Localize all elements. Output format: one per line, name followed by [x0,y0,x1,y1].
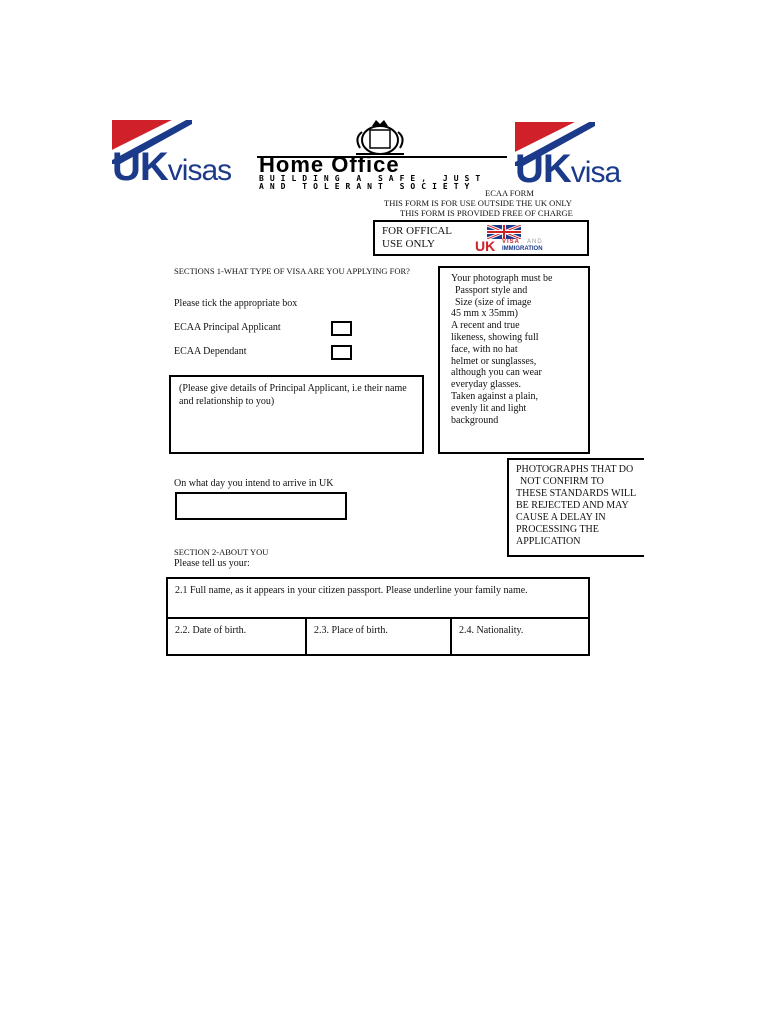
photo-req-line: face, with no hat [451,343,518,355]
form-name: ECAA FORM [485,188,534,198]
photo-req-line: Taken against a plain, [451,390,539,402]
photo-req-line: although you can wear [451,367,542,379]
dob-label: 2.2. Date of birth. [175,625,247,636]
union-flag-icon [487,225,521,239]
arrival-question: On what day you intend to arrive in UK [174,478,334,489]
logo-visas-text: visas [167,154,232,187]
vi-immigration-text: IMMIGRATION [502,246,543,252]
photo-req-line: everyday glasses. [451,379,521,391]
official-use-line1: FOR OFFICAL [382,225,452,237]
official-use-box [373,220,589,256]
photo-req-line: likeness, showing full [451,331,539,343]
logo-visas-text: visa [570,156,621,187]
tick-instruction: Please tick the appropriate box [174,298,298,309]
home-office-tagline-1: BUILDING A SAFE, JUST [259,174,487,183]
pob-field[interactable] [307,619,452,654]
photo-requirements-box [438,266,590,454]
official-use-line2: USE ONLY [382,238,435,250]
vi-visa-text: VISA [502,239,521,245]
ukvisas-logo-left [112,120,252,189]
principal-details-field[interactable] [169,375,424,454]
dependant-checkbox[interactable] [331,345,352,360]
nationality-field[interactable] [452,619,588,654]
home-office-tagline-2: AND TOLERANT SOCIETY [259,182,476,191]
ukvisas-logo-right [515,122,645,187]
nationality-label: 2.4. Nationality. [459,625,524,636]
logo-uk-text: UK [515,147,571,187]
section2-heading: SECTION 2-ABOUT YOU [174,547,269,557]
warning-line: APPLICATION [516,536,581,547]
photo-requirements-text [451,273,552,426]
section1-heading: SECTIONS 1-WHAT TYPE OF VISA ARE YOU APPLYING FOR? [174,266,410,276]
principal-applicant-checkbox[interactable] [331,321,352,336]
photo-req-line: Size (size of image [455,296,532,308]
full-name-label: 2.1 Full name, as it appears in your citizen passport. Please underline your family name. [175,585,528,596]
photo-req-line: Passport style and [455,284,528,296]
section2-prompt: Please tell us your: [174,558,250,569]
form-usage-note: THIS FORM IS FOR USE OUTSIDE THE UK ONLY [384,198,572,208]
photo-warning-box [507,458,644,557]
royal-crest-icon [350,118,410,156]
form-free-note: THIS FORM IS PROVIDED FREE OF CHARGE [400,208,573,218]
pob-label: 2.3. Place of birth. [314,625,388,636]
visa-immigration-logo [475,225,575,253]
photo-req-line: A recent and true [451,320,520,332]
warning-line: PROCESSING THE [516,524,599,535]
photo-req-line: evenly lit and light [451,402,527,414]
warning-line: NOT CONFIRM TO [520,476,604,487]
dob-field[interactable] [168,619,307,654]
warning-line: BE REJECTED AND MAY [516,500,629,511]
photo-req-line: Your photograph must be [451,273,553,284]
home-office-logo [255,118,510,191]
principal-details-prompt: (Please give details of Principal Applicant, i.e their name and relationship to you) [179,383,407,407]
home-office-title: Home Office [259,152,400,177]
about-you-table [166,577,590,656]
full-name-field[interactable] [168,579,588,619]
warning-line: CAUSE A DELAY IN [516,512,606,523]
warning-line: THESE STANDARDS WILL [516,488,637,499]
vi-uk-text: UK [475,238,496,254]
photo-req-line: helmet or sunglasses, [451,355,537,367]
arrival-date-field[interactable] [175,492,347,520]
warning-line: PHOTOGRAPHS THAT DO [516,464,634,475]
option-dependant-label: ECAA Dependant [174,346,247,357]
option-principal-label: ECAA Principal Applicant [174,322,281,333]
vi-and-text: AND [527,239,543,245]
logo-uk-text: UK [112,145,168,189]
photo-req-line: background [451,414,499,426]
photo-req-line: 45 mm x 35mm) [451,308,518,320]
